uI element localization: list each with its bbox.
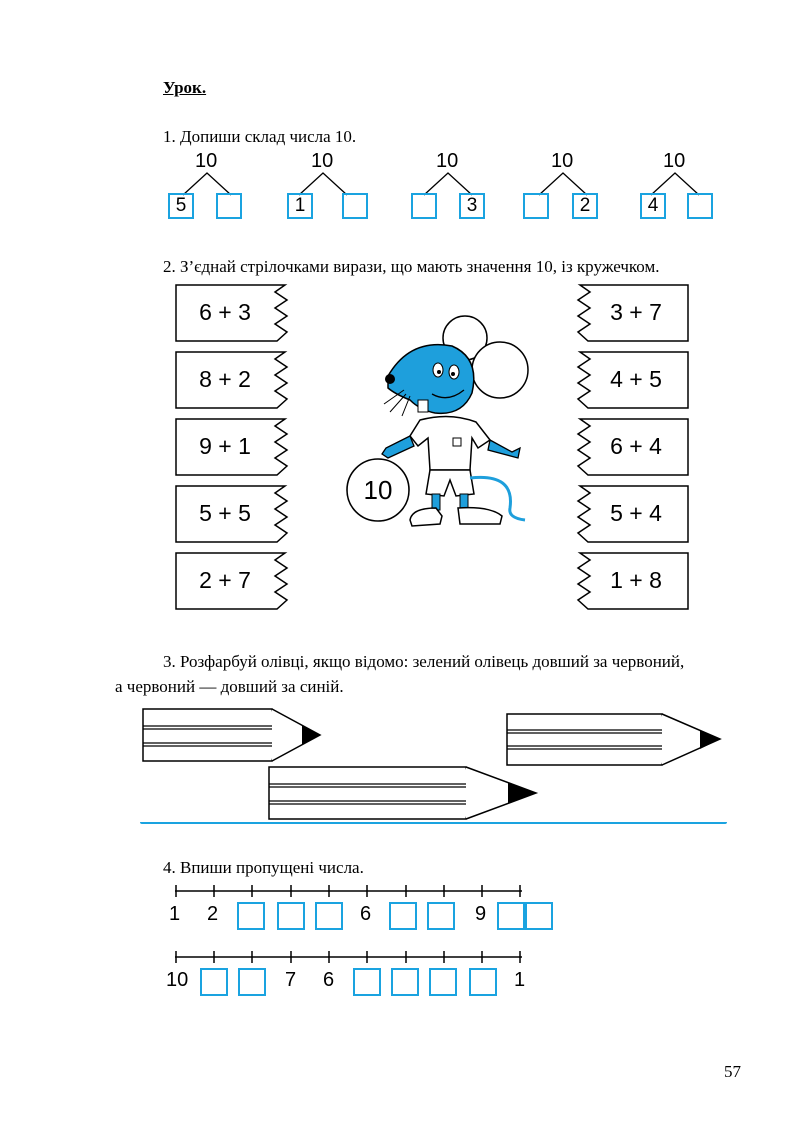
- task1-text: 1. Допиши склад числа 10.: [163, 127, 357, 146]
- right-expression-card[interactable]: [566, 418, 691, 476]
- tree-top-number: 10: [551, 150, 574, 172]
- task3-line1: 3. Розфарбуй олівці, якщо відомо: зелений олівець довший за червоний,: [163, 652, 685, 671]
- answer-box[interactable]: 5: [168, 193, 194, 219]
- left-expression-card[interactable]: [175, 418, 300, 476]
- answer-box[interactable]: [216, 193, 242, 219]
- card-label: 8 + 2: [199, 366, 251, 392]
- circle-value: 10: [363, 475, 393, 505]
- number-label: 6: [323, 969, 335, 991]
- number-label: 2: [207, 903, 219, 925]
- answer-box[interactable]: [315, 902, 343, 930]
- card-label: 5 + 4: [610, 500, 662, 526]
- answer-box[interactable]: [389, 902, 417, 930]
- number-line-2: [170, 949, 530, 965]
- left-expression-card[interactable]: [175, 552, 300, 610]
- task1-trees: [0, 148, 800, 228]
- card-label: 2 + 7: [199, 567, 251, 593]
- answer-box[interactable]: [687, 193, 713, 219]
- card-label: 3 + 7: [610, 299, 662, 325]
- card-label: 1 + 8: [610, 567, 662, 593]
- answer-box[interactable]: [411, 193, 437, 219]
- answer-box[interactable]: [391, 968, 419, 996]
- task3-line2: а червоний — довший за синій.: [115, 677, 344, 696]
- number-label: 7: [285, 969, 297, 991]
- answer-box[interactable]: 1: [287, 193, 313, 219]
- answer-box[interactable]: 2: [572, 193, 598, 219]
- tree-top-number: 10: [436, 150, 459, 172]
- answer-box[interactable]: [525, 902, 553, 930]
- answer-box[interactable]: 4: [640, 193, 666, 219]
- answer-box[interactable]: [277, 902, 305, 930]
- lesson-title: Урок.: [163, 78, 207, 97]
- task2-text: 2. З’єднай стрілочками вирази, що мають значення 10, із кружечком.: [163, 257, 660, 276]
- card-label: 9 + 1: [199, 433, 251, 459]
- task4-text: 4. Впиши пропущені числа.: [163, 858, 364, 877]
- left-expression-card[interactable]: [175, 284, 300, 342]
- answer-box[interactable]: [469, 968, 497, 996]
- number-label: 9: [475, 903, 487, 925]
- answer-box[interactable]: [429, 968, 457, 996]
- card-label: 6 + 4: [610, 433, 662, 459]
- card-label: 5 + 5: [199, 500, 251, 526]
- number-label: 10: [166, 969, 189, 991]
- left-expression-card[interactable]: [175, 485, 300, 543]
- left-expression-card[interactable]: [175, 351, 300, 409]
- tree-top-number: 10: [311, 150, 334, 172]
- answer-box[interactable]: [497, 902, 525, 930]
- page-number: 57: [724, 1062, 741, 1081]
- number-label: 1: [514, 969, 526, 991]
- answer-box[interactable]: [237, 902, 265, 930]
- answer-box[interactable]: [200, 968, 228, 996]
- answer-box[interactable]: [238, 968, 266, 996]
- right-expression-card[interactable]: [566, 284, 691, 342]
- pencil-short[interactable]: [142, 707, 324, 763]
- tree-top-number: 10: [195, 150, 218, 172]
- pencil-medium[interactable]: [506, 712, 724, 767]
- right-expression-card[interactable]: [566, 351, 691, 409]
- answer-box[interactable]: [342, 193, 368, 219]
- right-expression-card[interactable]: [566, 552, 691, 610]
- number-line-1: [170, 883, 530, 899]
- pencil-long[interactable]: [268, 765, 540, 821]
- right-expression-card[interactable]: [566, 485, 691, 543]
- answer-box[interactable]: [353, 968, 381, 996]
- card-label: 4 + 5: [610, 366, 662, 392]
- card-label: 6 + 3: [199, 299, 251, 325]
- number-label: 6: [360, 903, 372, 925]
- answer-box[interactable]: [523, 193, 549, 219]
- divider-line: [140, 822, 727, 824]
- number-label: 1: [169, 903, 181, 925]
- tree-top-number: 10: [663, 150, 686, 172]
- answer-box[interactable]: 3: [459, 193, 485, 219]
- answer-box[interactable]: [427, 902, 455, 930]
